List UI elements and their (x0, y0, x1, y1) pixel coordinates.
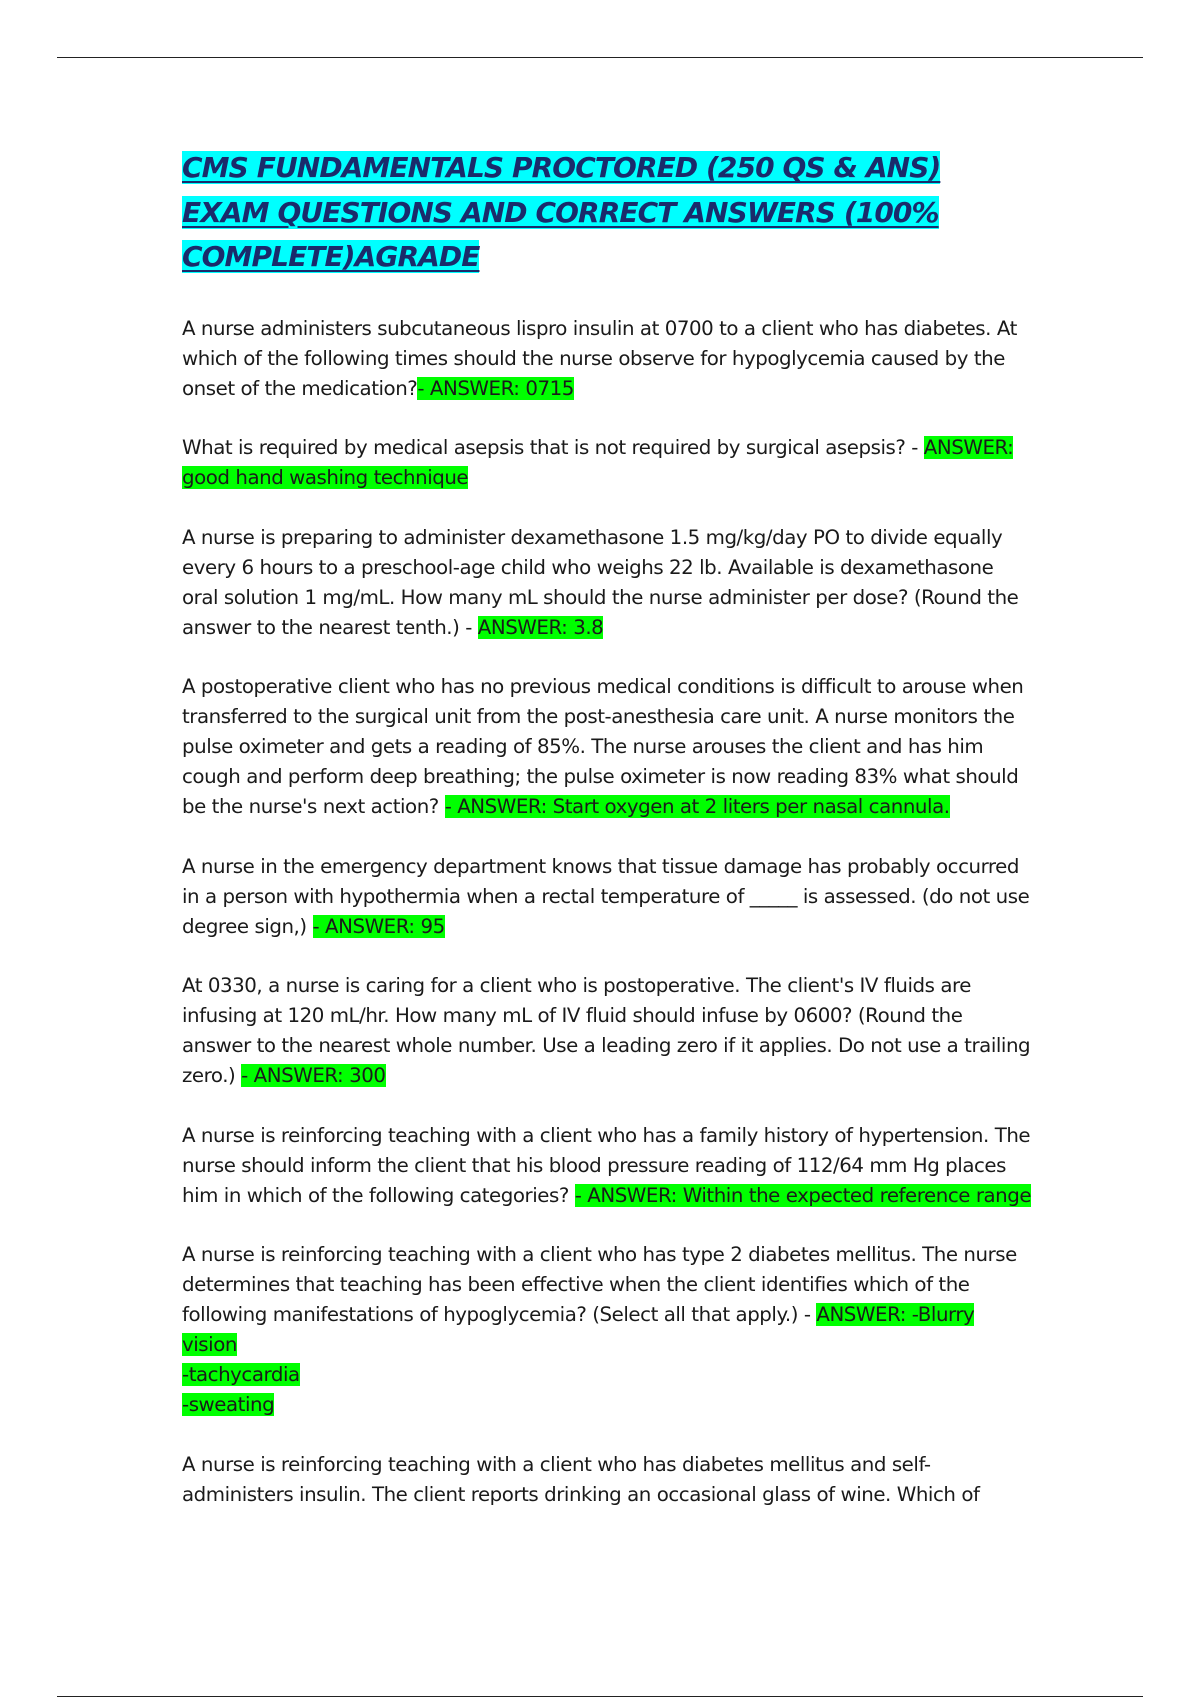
qa-item (182, 971, 1032, 1091)
question-text: A postoperative client who has no previous medical conditions is difficult to arouse when transferred to the surgical unit from the post-anesthesia care unit. A nurse monitors the pulse oximeter and gets a reading of 85%. The nurse arouses the client and has him cough and perform deep breathing; the pulse oximeter is now reading 83% what should be the nurse's next action? (182, 675, 1024, 818)
question-text: A nurse in the emergency department knows that tissue damage has probably occurred in a person with hypothermia when a rectal temperature of _____ is assessed. (do not use degree sign,) (182, 854, 1030, 938)
qa-item (182, 314, 1032, 404)
qa-item (182, 1240, 1032, 1420)
answer-highlight: - ANSWER: 0715 (417, 376, 574, 400)
answer-highlight: - ANSWER: 300 (241, 1064, 386, 1087)
question-text: A nurse is reinforcing teaching with a client who has type 2 diabetes mellitus. The nurse determines that teaching has been effective when the client identifies which of the following manifestations of hypoglycemia? (Select all that apply.) - (182, 1243, 1017, 1326)
document-body (182, 146, 1032, 1539)
question-text: At 0330, a nurse is caring for a client who is postoperative. The client's IV fluids are infusing at 120 mL/hr. How many mL of IV fluid should infuse by 0600? (Round the answer to the nearest whole number. Use a leading zero if it applies. Do not use a trailing zero.) (182, 974, 1031, 1087)
qa-item (182, 523, 1032, 643)
question-text: What is required by medical asepsis that is not required by surgical asepsis? - (182, 436, 918, 459)
question-text: A nurse is preparing to administer dexamethasone 1.5 mg/kg/day PO to divide equally every 6 hours to a preschool-age child who weighs 22 lb. Available is dexamethasone oral solution 1 mg/mL. How many mL should the nurse administer per dose? (Round the answer to the nearest tenth.) - (182, 525, 1019, 639)
answer-highlight: - ANSWER: Start oxygen at 2 liters per nasal cannula. (444, 795, 950, 818)
qa-item (182, 672, 1032, 822)
document-title (182, 146, 1032, 280)
qa-item (182, 433, 1032, 493)
answer-highlight: ANSWER: good hand washing technique (182, 436, 1014, 489)
header-rule (57, 57, 1143, 58)
question-text: A nurse administers subcutaneous lispro insulin at 0700 to a client who has diabetes. At which of the following times should the nurse observe for hypoglycemia caused by the onset of the medication? (182, 316, 1017, 400)
question-text: A nurse is reinforcing teaching with a client who has a family history of hypertension. The nurse should inform the client that his blood pressure reading of 112/64 mm Hg places him in which of the following categories? (182, 1123, 1031, 1207)
answer-highlight: ANSWER: -Blurry vision -tachycardia -sweating (182, 1303, 975, 1416)
qa-item (182, 852, 1032, 942)
answer-highlight: - ANSWER: Within the expected reference range (574, 1183, 1032, 1207)
qa-item (182, 1450, 1032, 1510)
answer-highlight: ANSWER: 3.8 (477, 615, 604, 639)
qa-item (182, 1121, 1032, 1211)
footer-rule (57, 1696, 1143, 1697)
question-text: A nurse is reinforcing teaching with a client who has diabetes mellitus and self-administers insulin. The client reports drinking an occasional glass of wine. Which of (182, 1452, 980, 1506)
answer-highlight: - ANSWER: 95 (312, 914, 445, 938)
document-title-text: CMS FUNDAMENTALS PROCTORED (250 QS & ANS) EXAM QUESTIONS AND CORRECT ANSWERS (100% COMPLETE)AGRADE (182, 151, 941, 273)
